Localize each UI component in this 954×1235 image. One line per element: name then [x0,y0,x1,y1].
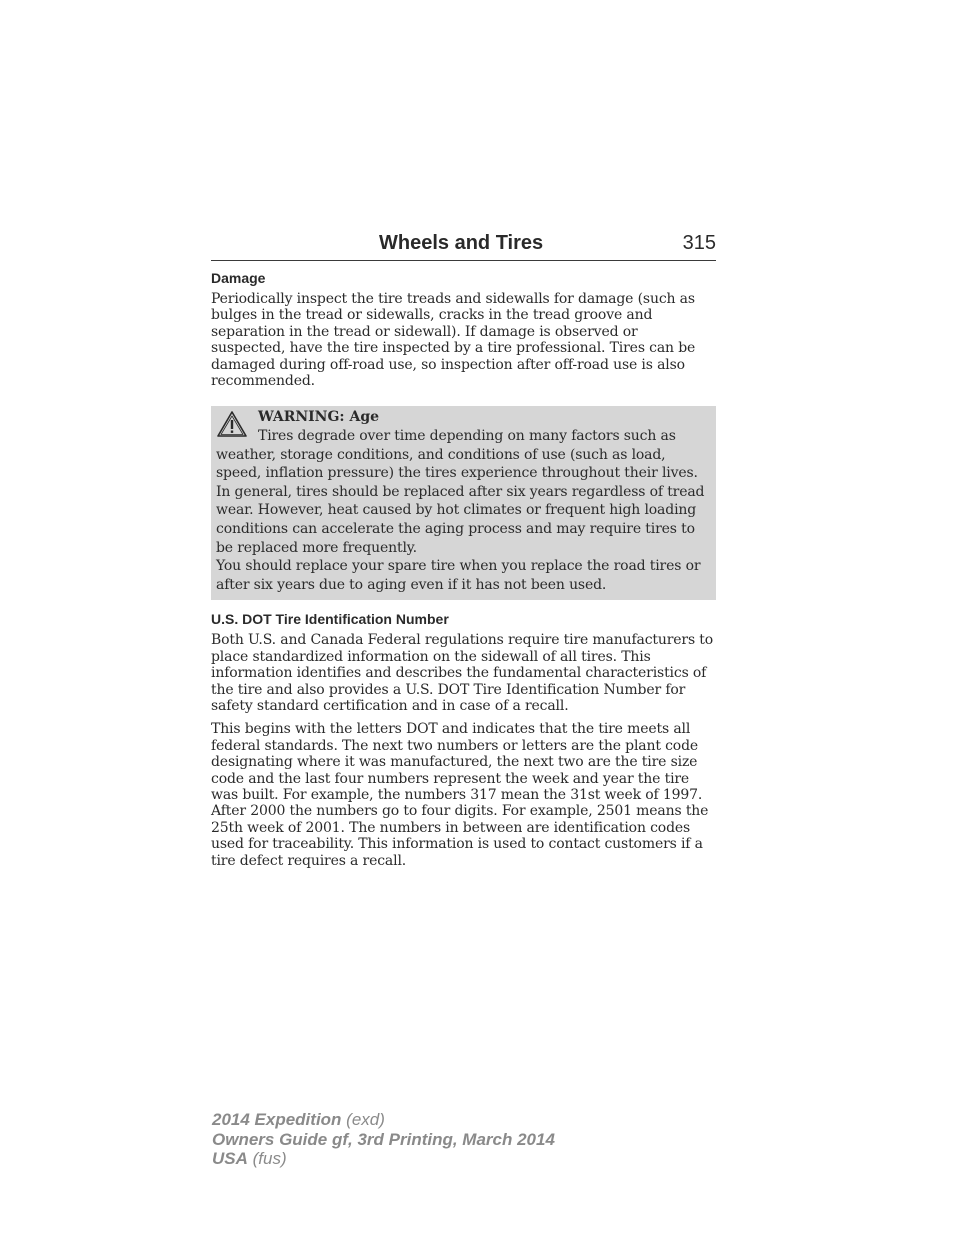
page-number: 315 [682,232,716,254]
page-content [211,229,716,876]
footer-guide: Owners Guide gf, 3rd Printing, March 2014 [212,1129,555,1149]
footer-model: 2014 Expedition [212,1110,342,1129]
dot-heading: U.S. DOT Tire Identification Number [211,611,449,628]
chapter-title: Wheels and Tires [379,232,544,254]
warning-body [216,427,710,594]
warning-triangle-icon [216,410,248,438]
footer-region-code: (fus) [252,1149,287,1168]
warning-line-1-rest: weather, storage conditions, and conditions of use (such as load, speed, inflation pressure) the tires experience throughout their lives. [216,446,698,482]
footer-region: USA [212,1149,248,1168]
dot-paragraph-2: This begins with the letters DOT and indicates that the tire meets all federal standards. The next two numbers or letters are the plant code designating where it was manufactured, the next two are the tire size code and the last four numbers represent the week and year the tire was built. For example, the numbers 317 mean the 31st week of 1997. After 2000 the numbers go to four digits. For example, 2501 means the 25th week of 2001. The numbers in between are identification codes used for traceability. This information is used to contact customers if a tire defect requires a recall. [211,721,709,869]
warning-line-1: Tires degrade over time depending on many factors such as [258,428,676,445]
damage-heading: Damage [211,270,266,286]
warning-title: WARNING: Age [258,409,380,426]
warning-box [211,406,716,600]
page-footer [212,1110,555,1169]
warning-paragraph-2: In general, tires should be replaced after six years regardless of tread wear. However, heat caused by hot climates or frequent high loading conditions can accelerate the aging process and may require tires to be replaced more frequently. [216,483,705,556]
warning-paragraph-3: You should replace your spare tire when you replace the road tires or after six years due to aging even if it has not been used. [216,558,701,593]
damage-paragraph: Periodically inspect the tire treads and sidewalls for damage (such as bulges in the tread or sidewalls, cracks in the tread groove and separation in the tread or sidewall). If damage is observed or suspected, have the tire inspected by a tire professional. Tires can be damaged during off-road use, so inspection after off-road use is also recommended. [211,291,696,390]
page-header [211,229,716,261]
footer-model-code: (exd) [346,1110,385,1129]
dot-paragraph-1: Both U.S. and Canada Federal regulations require tire manufacturers to place standardized information on the sidewall of all tires. This information identifies and describes the fundamental characteristics of the tire and also provides a U.S. DOT Tire Identification Number for safety standard certification and in case of a recall. [211,632,714,714]
